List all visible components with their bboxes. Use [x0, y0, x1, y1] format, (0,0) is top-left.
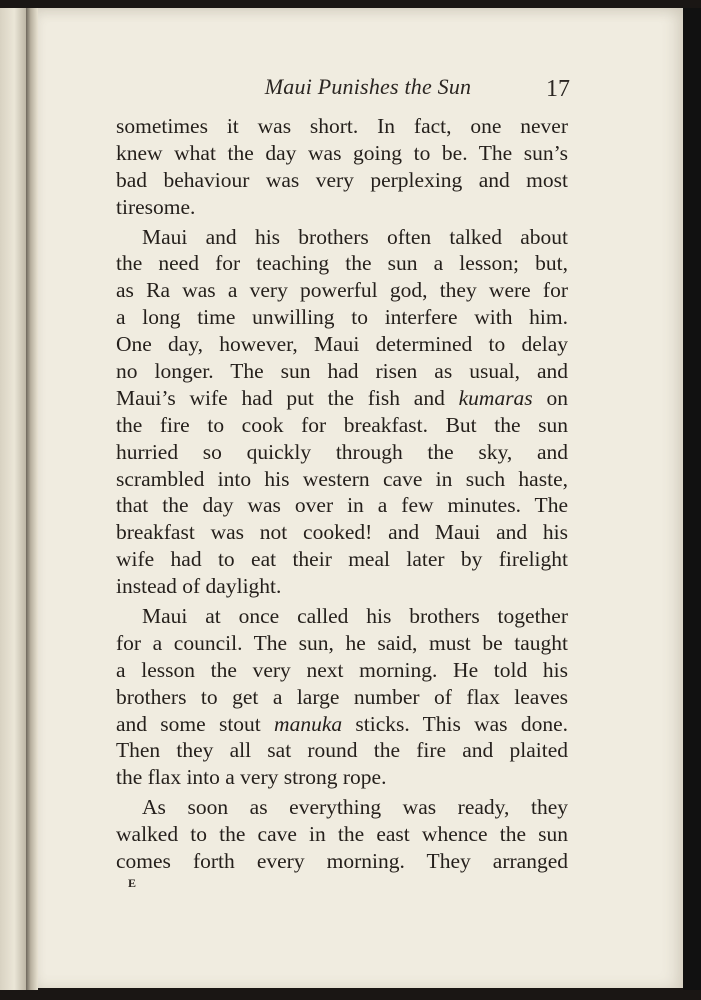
text-line: the fire to cook for breakfast. But the sun	[116, 412, 568, 437]
italic-word: manuka	[274, 711, 343, 736]
text-line: as Ra was a very powerful god, they were for	[116, 278, 568, 303]
text-line: Then they all sat round the fire and plaited	[116, 738, 568, 763]
text-line: the need for teaching the sun a lesson; but,	[116, 251, 568, 276]
previous-page-edge	[0, 8, 26, 990]
text-segment: sticks. This was done.	[342, 711, 568, 736]
text-line: comes forth every morning. They arranged	[116, 849, 568, 874]
gutter-shadow	[26, 8, 38, 990]
text-line: brothers to get a large number of flax leaves	[116, 684, 568, 709]
text-line: wife had to eat their meal later by firelight	[116, 547, 568, 572]
text-line: bad behaviour was very perplexing and most	[116, 167, 568, 192]
right-border	[683, 8, 701, 990]
text-line	[116, 385, 568, 412]
text-line: hurried so quickly through the sky, and	[116, 439, 568, 464]
text-line: One day, however, Maui determined to delay	[116, 332, 568, 357]
text-line: a long time unwilling to interfere with him.	[116, 305, 568, 330]
text-line: for a council. The sun, he said, must be taught	[116, 630, 568, 655]
text-line: knew what the day was going to be. The sun’s	[116, 140, 568, 165]
text-line: As soon as everything was ready, they	[142, 795, 568, 820]
signature-mark: E	[128, 876, 137, 890]
text-segment: on	[532, 385, 568, 410]
text-line: walked to the cave in the east whence the sun	[116, 822, 568, 847]
running-head	[38, 74, 683, 106]
text-line: no longer. The sun had risen as usual, and	[116, 359, 568, 384]
text-line: scrambled into his western cave in such haste,	[116, 466, 568, 491]
italic-word: kumaras	[458, 385, 533, 410]
text-line: Maui at once called his brothers together	[142, 604, 568, 629]
text-line: that the day was over in a few minutes. The	[116, 493, 568, 518]
text-line: sometimes it was short. In fact, one never	[116, 114, 568, 138]
running-title: Maui Punishes the Sun	[264, 74, 472, 99]
body-text	[116, 113, 568, 875]
text-line	[116, 711, 568, 738]
text-line: the flax into a very strong rope.	[116, 765, 387, 790]
text-line: tiresome.	[116, 194, 196, 219]
text-line: Maui and his brothers often talked about	[142, 224, 568, 249]
page-number: 17	[546, 76, 570, 102]
text-segment: and some stout	[116, 711, 275, 736]
text-line: a lesson the very next morning. He told his	[116, 657, 568, 682]
text-segment: Maui’s wife had put the fish and	[116, 385, 459, 410]
text-line: breakfast was not cooked! and Maui and his	[116, 520, 568, 545]
text-line: instead of daylight.	[116, 574, 282, 599]
